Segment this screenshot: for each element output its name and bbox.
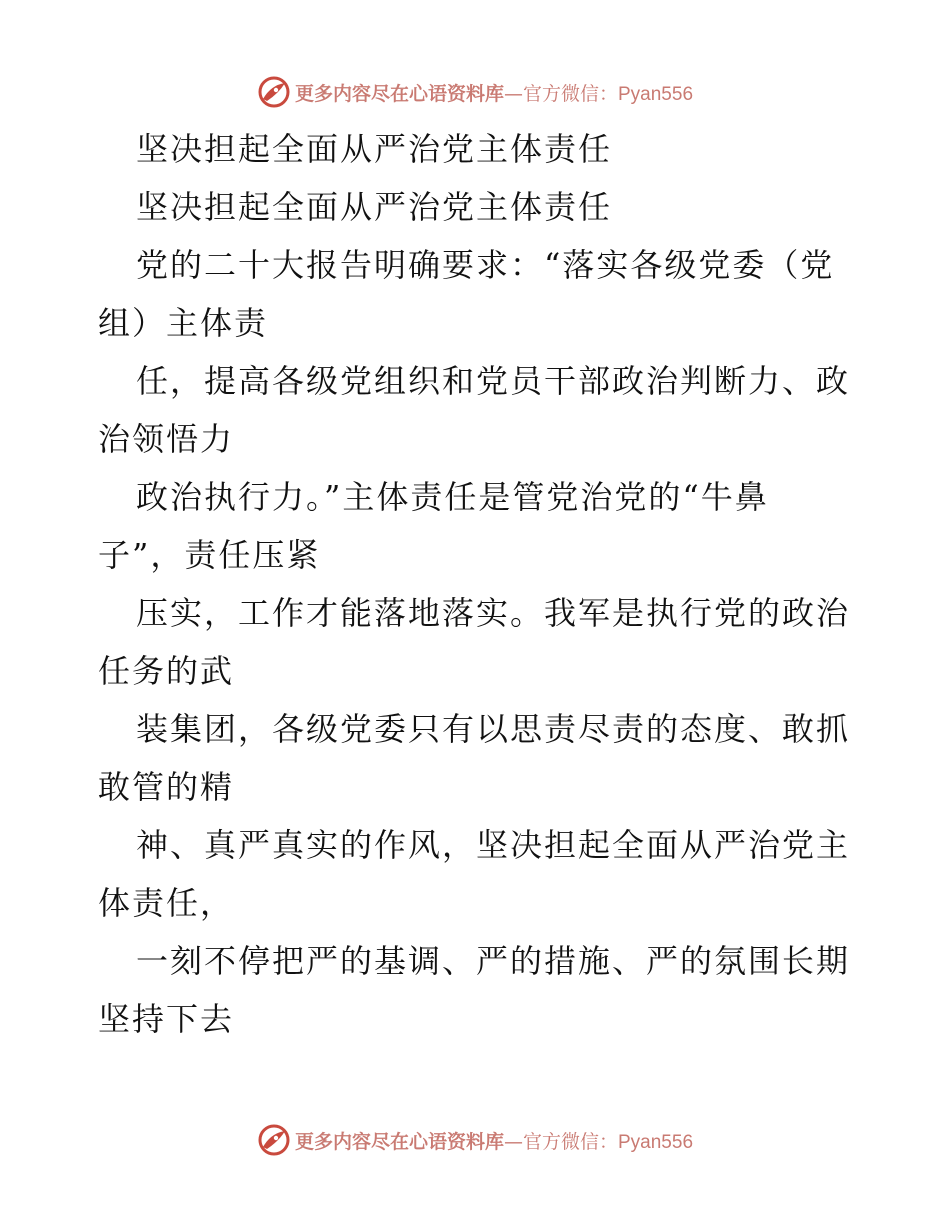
watermark-dash: —: [503, 82, 523, 105]
document-line: 党的二十大报告明确要求：“落实各级党委（党: [136, 246, 835, 284]
footer-watermark: [0, 1120, 950, 1160]
watermark-dash: —: [503, 1130, 523, 1153]
document-line: 任务的武: [98, 652, 235, 690]
document-line: 压实，工作才能落地落实。我军是执行党的政治: [136, 594, 851, 632]
document-line: 组）主体责: [98, 304, 269, 342]
document-line: 政治执行力。”主体责任是管党治党的“牛鼻: [136, 478, 769, 516]
document-line: 一刻不停把严的基调、严的措施、严的氛围长期: [136, 942, 851, 980]
document-line: 体责任，: [98, 884, 235, 922]
watermark-text: 更多内容尽在心语资料库: [294, 1130, 504, 1153]
document-title-line: 坚决担起全面从严治党主体责任: [136, 130, 613, 168]
document-line: 任，提高各级党组织和党员干部政治判断力、政: [136, 362, 851, 400]
watermark-wechat-label: 官方微信：: [522, 82, 618, 105]
document-line: 装集团，各级党委只有以思责尽责的态度、敢抓: [136, 710, 851, 748]
document-line: 坚决担起全面从严治党主体责任: [136, 188, 613, 226]
document-line: 神、真严真实的作风，坚决担起全面从严治党主: [136, 826, 851, 864]
document-body: [98, 120, 858, 1048]
document-line: 治领悟力: [98, 420, 235, 458]
watermark-text: 更多内容尽在心语资料库: [294, 82, 504, 105]
pen-nib-circle-icon: [257, 1123, 291, 1157]
watermark-wechat-id: Pyan556: [618, 83, 694, 105]
document-line: 坚持下去: [98, 1000, 235, 1038]
document-line: 敢管的精: [98, 768, 235, 806]
header-watermark: [0, 72, 950, 112]
watermark-wechat-label: 官方微信：: [522, 1130, 618, 1153]
document-line: 子”，责任压紧: [98, 536, 321, 574]
pen-nib-circle-icon: [257, 75, 291, 109]
watermark-wechat-id: Pyan556: [618, 1131, 694, 1153]
